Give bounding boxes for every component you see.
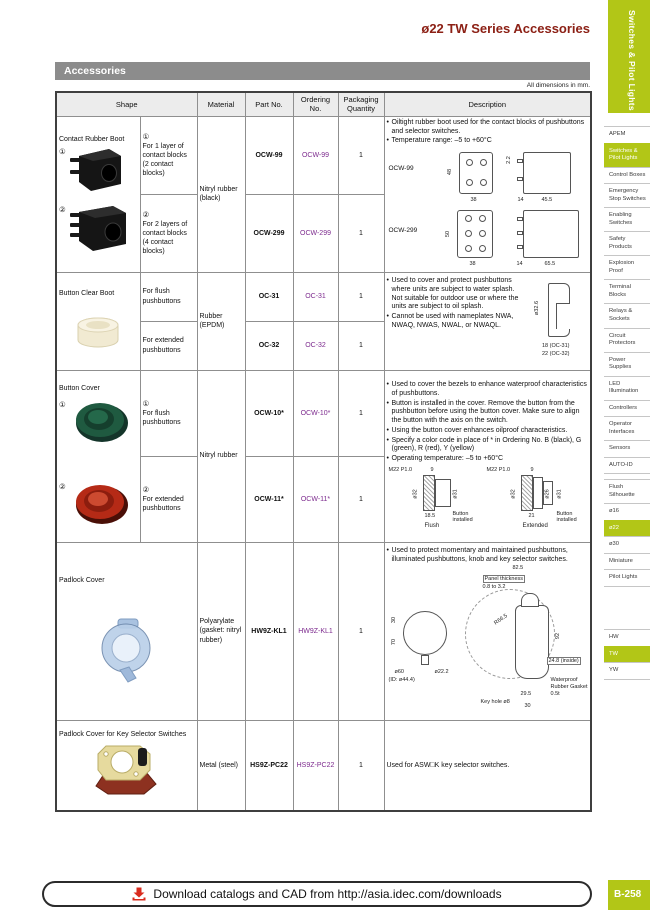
sidebar-item-controllers[interactable]: Controllers <box>604 400 650 417</box>
variant-cell <box>140 116 197 194</box>
dim-label: 29.5 <box>520 691 532 698</box>
part-no-cell: OCW-299 <box>245 194 293 272</box>
qty-cell: 1 <box>338 272 384 321</box>
sidebar-item-apem[interactable]: APEM <box>604 126 650 143</box>
sidebar-item-power-supplies[interactable]: Power Supplies <box>604 352 650 376</box>
dim-label: ø31 <box>452 489 459 499</box>
dim-label: 0.8 to 3.2 <box>482 584 506 591</box>
shape-cell-padlock-cover-key <box>56 720 197 811</box>
col-header-part-no: Part No. <box>245 92 293 116</box>
diagram-caption: Extended <box>522 522 548 529</box>
group-title: Padlock Cover for Key Selector Switches <box>59 730 187 738</box>
section-header: Accessories <box>55 62 590 80</box>
description-cell <box>384 272 591 370</box>
sidebar-item-yw[interactable]: YW <box>604 662 650 680</box>
dim-label: 2.2 <box>505 156 512 164</box>
sidebar-item-terminal-blocks[interactable]: Terminal Blocks <box>604 279 650 303</box>
dim-label: ø26 <box>544 489 551 499</box>
diagram-extended <box>485 467 585 531</box>
table-row <box>56 272 591 321</box>
dim-label: 82.5 <box>512 565 524 572</box>
group-title: Contact Rubber Boot <box>59 135 125 143</box>
dim-label: Waterproof <box>550 677 578 684</box>
dim-label: 30 <box>390 617 397 624</box>
variant-cell <box>140 321 197 370</box>
sidebar-item-hw[interactable]: HW <box>604 629 650 646</box>
bullet-item: • Specify a color code in place of * in Ordering No. B (black), G (green), R (red), Y (yellow) <box>386 436 582 453</box>
dim-label: Button installed <box>452 510 473 523</box>
description-cell <box>384 116 591 272</box>
description-cell <box>384 370 591 542</box>
col-header-ordering-no: Ordering No. <box>293 92 338 116</box>
dim-label: ø32 <box>510 489 517 499</box>
sidebar-item-miniature[interactable]: Miniature <box>604 553 650 570</box>
table-row <box>56 542 591 720</box>
ordering-no-link[interactable]: OCW-11* <box>293 456 338 542</box>
bullet-item: • Operating temperature: –5 to +60°C <box>386 455 504 463</box>
sidebar-size-menu <box>604 479 650 587</box>
dim-label: ø31 <box>556 489 563 499</box>
dim-label: Rubber Gasket <box>550 684 588 691</box>
variant-marker: ① <box>142 131 150 141</box>
table-row <box>56 370 591 456</box>
material-cell: Rubber (EPDM) <box>197 272 245 370</box>
diagram-ocw-299 <box>387 207 589 269</box>
part-no-cell: OCW-11* <box>245 456 293 542</box>
sidebar-item-o16[interactable]: ø16 <box>604 503 650 520</box>
product-image-ocw-299 <box>59 203 138 253</box>
part-no-cell: HS9Z-PC22 <box>245 720 293 811</box>
dim-label: Panel thickness <box>484 576 524 583</box>
table-row <box>56 116 591 194</box>
dim-label: 70 <box>390 639 397 646</box>
variant-label: For extended pushbuttons <box>142 495 184 512</box>
diagram-padlock-cover <box>387 565 589 715</box>
variant-label: For extended pushbuttons <box>142 337 184 354</box>
table-header-row <box>56 92 591 116</box>
product-image-ocw-11 <box>59 480 138 528</box>
marker-1: ① <box>59 399 66 409</box>
dim-label: 9 <box>530 466 534 473</box>
qty-cell: 1 <box>338 456 384 542</box>
group-title: Button Cover <box>59 384 100 392</box>
description-cell <box>384 542 591 720</box>
variant-marker: ② <box>142 485 150 495</box>
dim-label: ø22.2 <box>434 669 449 676</box>
qty-cell: 1 <box>338 194 384 272</box>
sidebar-item-tw[interactable]: TW <box>604 646 650 663</box>
variant-label: For 2 layers of contact blocks (4 contact blocks) <box>142 220 188 255</box>
bullet-item: • Using the button cover enhances oilproof characteristics. <box>386 426 568 434</box>
variant-marker: ① <box>142 399 150 409</box>
dim-label: 14 <box>516 261 523 268</box>
dim-label: M22 P1.0 <box>486 466 511 473</box>
diagram-ocw-99 <box>387 147 589 207</box>
dim-label: 9 <box>430 466 434 473</box>
dim-label: 0.5t <box>550 691 560 698</box>
sidebar-item-pilot-lights[interactable]: Pilot Lights <box>604 569 650 587</box>
accessories-table <box>55 91 592 812</box>
dim-label: 65.5 <box>544 261 556 268</box>
shape-cell-button-cover <box>56 370 140 542</box>
sidebar-item-o22[interactable]: ø22 <box>604 520 650 537</box>
dim-label: R66.5 <box>492 613 509 627</box>
description-cell: Used for ASW□K key selector switches. <box>384 720 591 811</box>
dim-label: (ID: ø44.4) <box>388 677 415 684</box>
col-header-material: Material <box>197 92 245 116</box>
sidebar-item-operator-interfaces[interactable]: Operator Interfaces <box>604 416 650 440</box>
sidebar-tab-label: Switches & Pilot Lights <box>627 10 637 111</box>
sidebar-item-auto-id[interactable]: AUTO-ID <box>604 457 650 475</box>
col-header-shape: Shape <box>56 92 197 116</box>
variant-label: For 1 layer of contact blocks (2 contact blocks) <box>142 142 187 177</box>
qty-cell: 1 <box>338 116 384 194</box>
sidebar-item-sensors[interactable]: Sensors <box>604 440 650 457</box>
dim-label: 48 <box>446 169 453 176</box>
dim-label: 14 <box>517 197 524 204</box>
contact-rubber-boot-2-image <box>69 203 133 251</box>
dim-label: ø60 <box>394 669 404 676</box>
dim-label: 22 (OC-32) <box>542 351 570 357</box>
material-cell: Nitryl rubber <box>197 370 245 542</box>
sidebar-item-flush-silhouette[interactable]: Flush Silhouette <box>604 479 650 503</box>
dim-label: 92 <box>554 633 561 640</box>
variant-cell <box>140 370 197 456</box>
button-cover-green-image <box>73 398 131 444</box>
col-header-description: Description <box>384 92 591 116</box>
part-no-cell: OC-31 <box>245 272 293 321</box>
material-cell: Polyarylate (gasket: nitryl rubber) <box>197 542 245 720</box>
sidebar-item-relays-sockets[interactable]: Relays & Sockets <box>604 303 650 327</box>
material-cell: Nitryl rubber (black) <box>197 116 245 272</box>
variant-cell <box>140 272 197 321</box>
download-text: Download catalogs and CAD from http://asia.idec.com/downloads <box>153 887 502 901</box>
dim-label: Button installed <box>556 510 577 523</box>
bullet-item: • Temperature range: –5 to +60°C <box>386 137 492 145</box>
ordering-no-link[interactable]: OC-32 <box>293 321 338 370</box>
dim-label: 30 <box>524 703 531 710</box>
contact-rubber-boot-1-image <box>69 145 129 191</box>
page-title: ø22 TW Series Accessories <box>421 21 590 36</box>
group-title: Button Clear Boot <box>59 289 115 297</box>
button-clear-boot-image <box>70 311 126 353</box>
variant-cell <box>140 194 197 272</box>
padlock-cover-key-image <box>90 742 164 800</box>
qty-cell: 1 <box>338 370 384 456</box>
button-cover-red-image <box>73 480 131 526</box>
shape-cell-button-clear-boot <box>56 272 140 370</box>
part-no-cell: OCW-99 <box>245 116 293 194</box>
part-no-cell: HW9Z-KL1 <box>245 542 293 720</box>
shape-cell-contact-rubber-boot <box>56 116 140 272</box>
diagram-flush <box>387 467 485 531</box>
dim-label: 24.8 (inside) <box>548 658 579 665</box>
part-no-cell: OC-32 <box>245 321 293 370</box>
diagram-clear-boot <box>526 277 588 365</box>
dim-label: 38 <box>469 261 476 268</box>
variant-cell <box>140 456 197 542</box>
variant-label: For flush pushbuttons <box>142 409 181 426</box>
qty-cell: 1 <box>338 542 384 720</box>
dim-label: 18 (OC-31) <box>542 343 570 349</box>
ordering-no-link[interactable]: OC-31 <box>293 272 338 321</box>
marker-2: ② <box>59 481 66 491</box>
table-row <box>56 720 591 811</box>
marker-1: ① <box>59 146 66 156</box>
shape-cell-padlock-cover <box>56 542 197 720</box>
ordering-no-link[interactable]: HW9Z-KL1 <box>293 542 338 720</box>
diagram-label: OCW-299 <box>388 227 418 235</box>
col-header-packaging-qty: Packaging Quantity <box>338 92 384 116</box>
bullet-item: • Oiltight rubber boot used for the contact blocks of pushbuttons and selector switches. <box>386 118 585 135</box>
padlock-cover-image <box>92 618 162 686</box>
dim-label: 50 <box>444 231 451 238</box>
dim-label: 18.5 <box>424 512 436 519</box>
sidebar-item-emergency-stop-switches[interactable]: Emergency Stop Switches <box>604 183 650 207</box>
variant-label: For flush pushbuttons <box>142 288 181 305</box>
product-image-ocw-99 <box>59 145 138 193</box>
diagram-caption: Flush <box>424 522 440 529</box>
part-no-cell: OCW-10* <box>245 370 293 456</box>
sidebar-category-tab[interactable] <box>608 0 650 113</box>
download-banner[interactable] <box>42 881 592 907</box>
bullet-item: • Button is installed in the cover. Remove the button from the pushbutton before using the button cover. Make sure to align the button with the axis on the switch. <box>386 399 580 425</box>
diagram-label: OCW-99 <box>388 165 414 173</box>
variant-marker: ② <box>142 209 150 219</box>
sidebar-item-enabling-switches[interactable]: Enabling Switches <box>604 207 650 231</box>
dim-label: ø32 <box>412 489 419 499</box>
sidebar-item-switches-pilot-lights[interactable]: Switches & Pilot Lights <box>604 143 650 167</box>
dim-label: 38 <box>470 197 477 204</box>
ordering-no-link[interactable]: OCW-10* <box>293 370 338 456</box>
ordering-no-link[interactable]: HS9Z-PC22 <box>293 720 338 811</box>
product-image-ocw-10 <box>59 398 138 446</box>
bullet-item: • Used to cover the bezels to enhance waterproof characteristics of pushbuttons. <box>386 381 587 397</box>
bullet-item: • Used to cover and protect pushbuttons where units are subject to water splash. Not suitable for outdoor use or where the units are subject to oil splash. <box>386 277 519 311</box>
download-icon <box>132 887 146 901</box>
sidebar-item-o30[interactable]: ø30 <box>604 536 650 553</box>
sidebar-item-explosion-proof[interactable]: Explosion Proof <box>604 255 650 279</box>
sidebar-main-menu <box>604 126 650 474</box>
dim-label: Key hole ø8 <box>480 699 510 706</box>
qty-cell: 1 <box>338 321 384 370</box>
material-cell: Metal (steel) <box>197 720 245 811</box>
dim-label: ø32.6 <box>534 300 541 316</box>
bullet-item: • Used to protect momentary and maintained pushbuttons, illuminated pushbuttons, knob and key selector switches. <box>386 546 568 563</box>
dim-label: M22 P1.0 <box>388 466 413 473</box>
marker-2: ② <box>59 204 66 214</box>
qty-cell: 1 <box>338 720 384 811</box>
group-title: Padlock Cover <box>59 576 105 584</box>
sidebar-item-safety-products[interactable]: Safety Products <box>604 231 650 255</box>
dim-label: 21 <box>528 512 535 519</box>
sidebar-item-circuit-protectors[interactable]: Circuit Protectors <box>604 328 650 352</box>
sidebar-series-menu <box>604 629 650 680</box>
bullet-item: • Cannot be used with nameplates NWA, NWAQ, NWAS, NWAL, or NWAQL. <box>386 313 514 329</box>
dim-label: 45.5 <box>541 197 553 204</box>
ordering-no-link[interactable]: OCW-99 <box>293 116 338 194</box>
sidebar-item-control-boxes[interactable]: Control Boxes <box>604 167 650 184</box>
dimensions-note: All dimensions in mm. <box>526 82 590 89</box>
sidebar-item-led-illumination[interactable]: LED Illumination <box>604 376 650 400</box>
ordering-no-link[interactable]: OCW-299 <box>293 194 338 272</box>
page-number-badge: B-258 <box>608 880 650 910</box>
